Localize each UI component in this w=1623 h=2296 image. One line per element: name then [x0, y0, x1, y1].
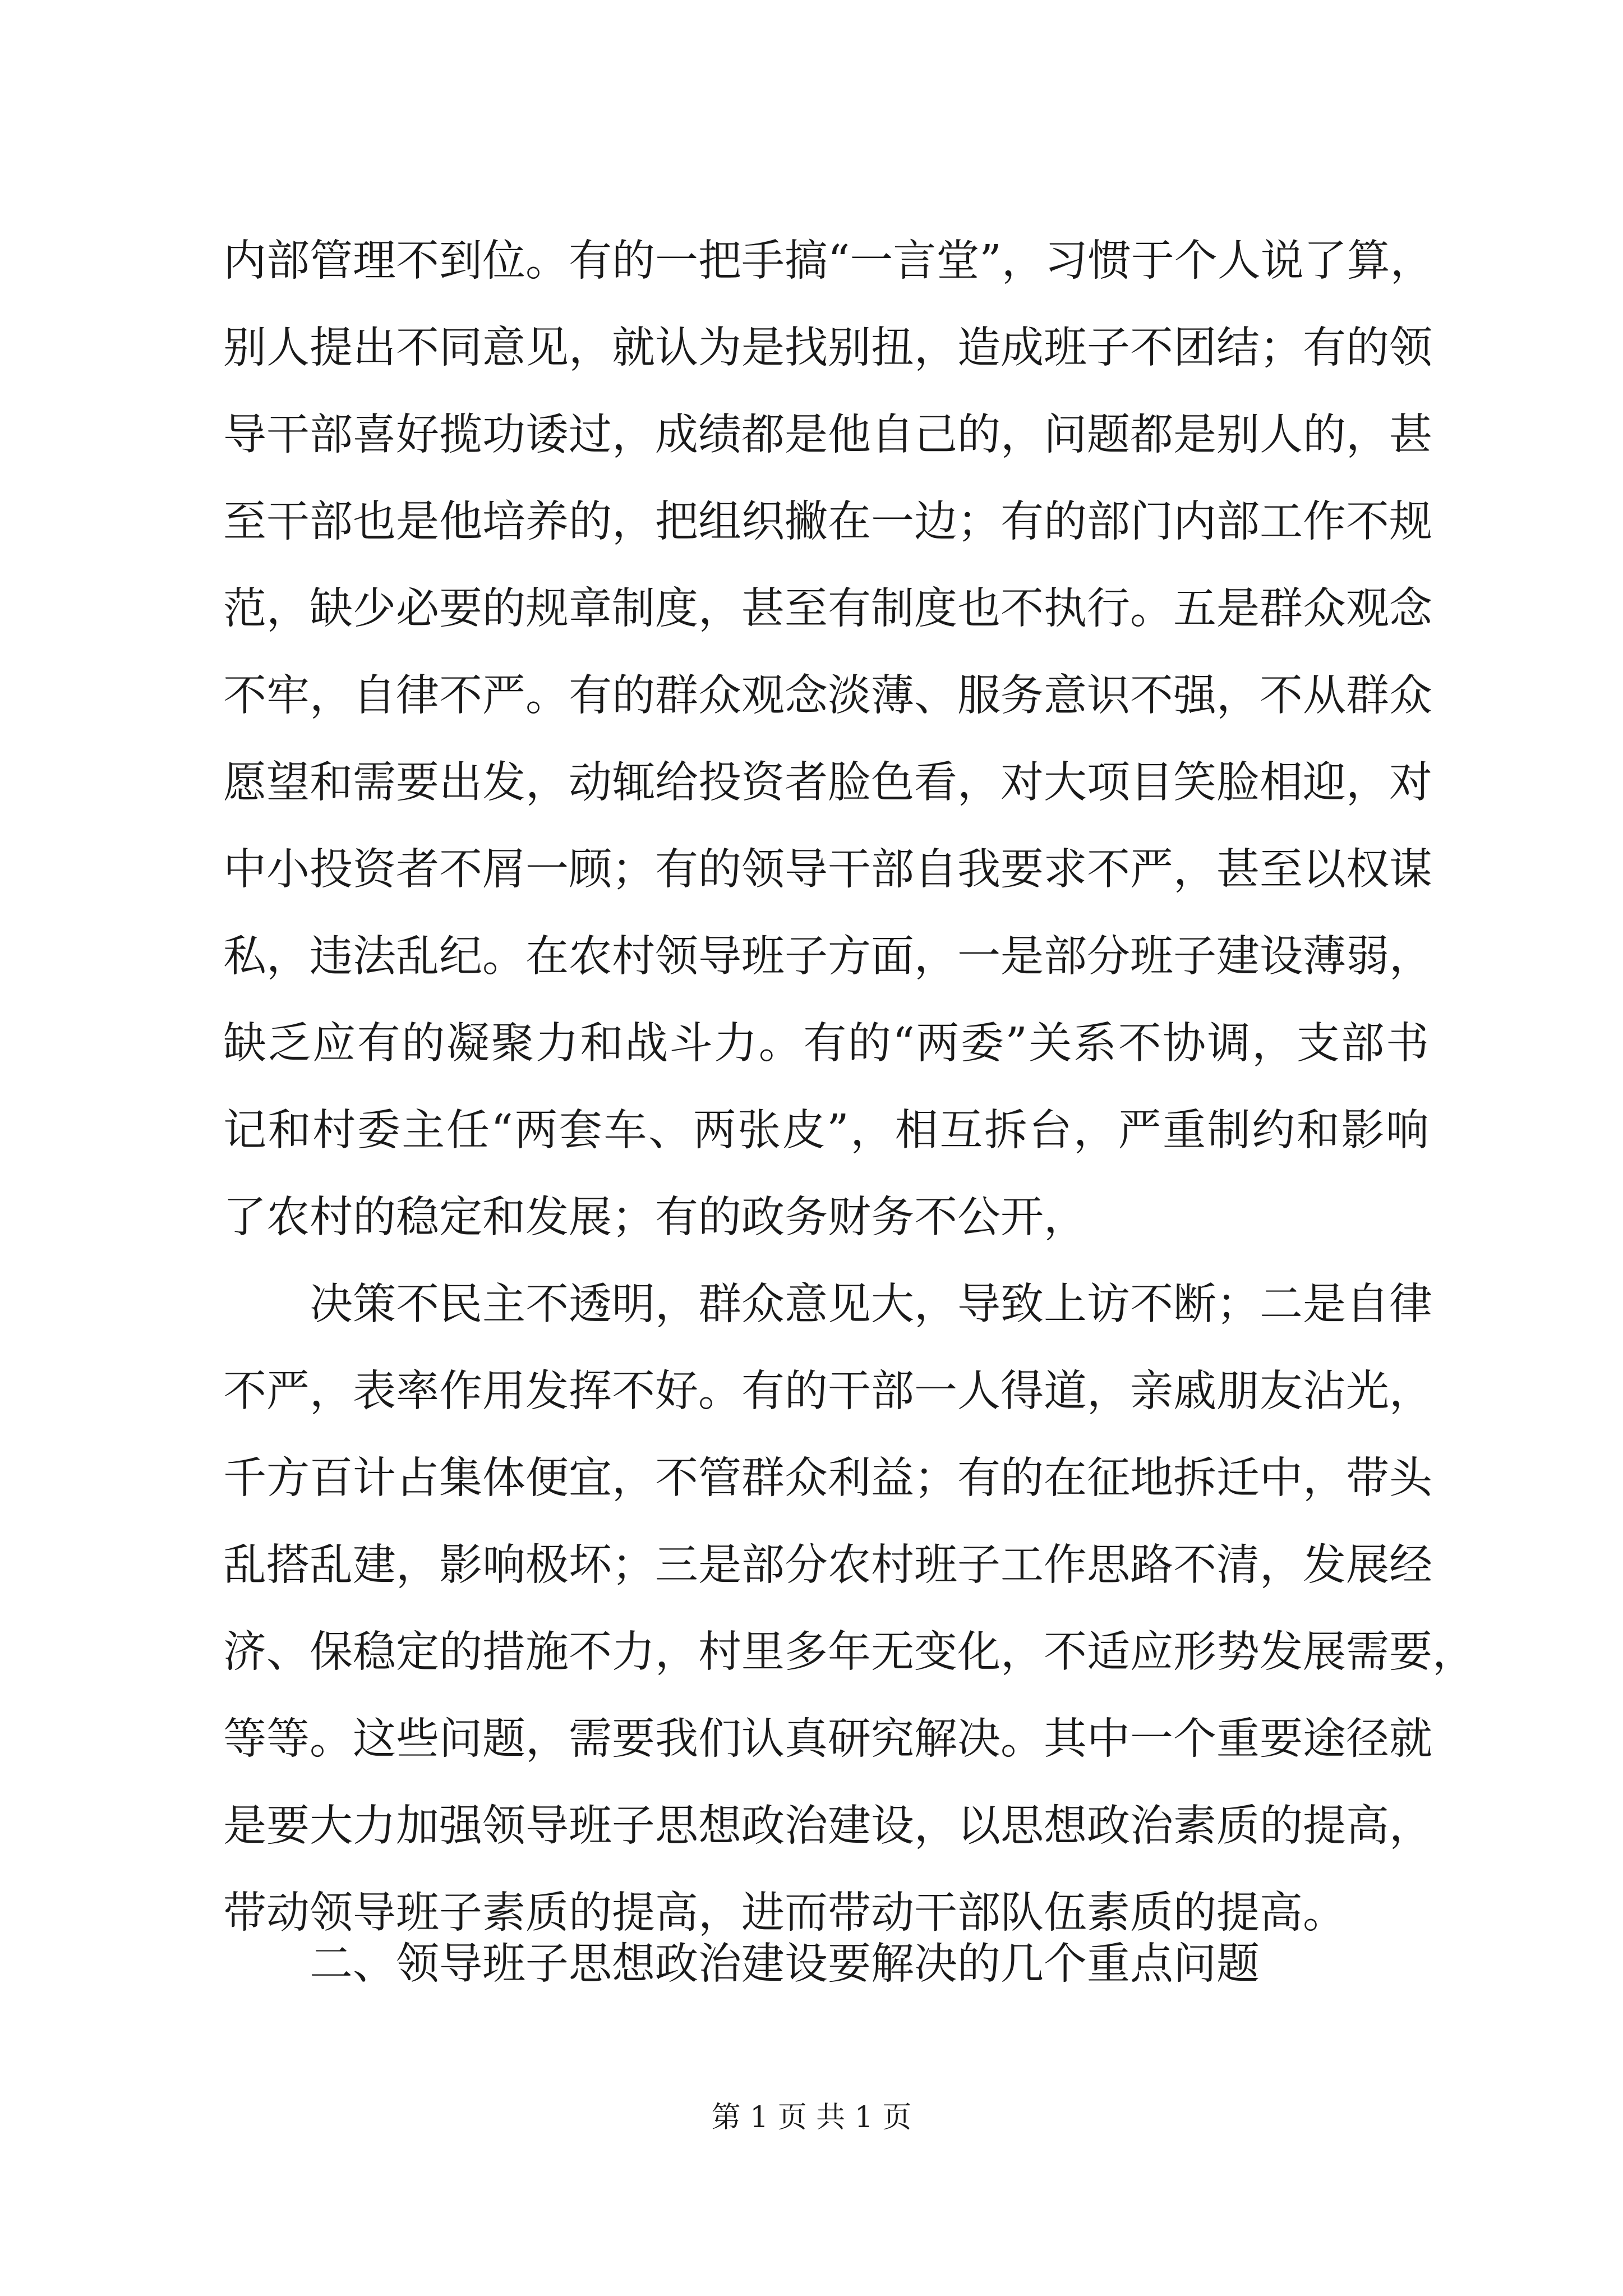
text-line: 缺乏应有的凝聚力和战斗力。有的“两委”关系不协调，支部书 [223, 1019, 1429, 1069]
text-line: 记和村委主任“两套车、两张皮”，相互拆台，严重制约和影响 [223, 1106, 1429, 1156]
text-line: 不牢，自律不严。有的群众观念淡薄、服务意识不强，不从群众 [223, 671, 1432, 721]
text-line: 中小投资者不屑一顾；有的领导干部自我要求不严，甚至以权谋 [223, 845, 1432, 895]
text-line: 是要大力加强领导班子思想政治建设，以思想政治素质的提高， [223, 1801, 1432, 1851]
page-number: 第 1 页 共 1 页 [711, 2101, 912, 2134]
section-heading: 二、领导班子思想政治建设要解决的几个重点问题 [310, 1939, 1260, 1989]
text-line: 不严，表率作用发挥不好。有的干部一人得道，亲戚朋友沾光， [223, 1366, 1432, 1416]
text-line: 私，违法乱纪。在农村领导班子方面，一是部分班子建设薄弱， [223, 932, 1432, 982]
text-line: 等等。这些问题，需要我们认真研究解决。其中一个重要途径就 [223, 1714, 1432, 1764]
text-line: 内部管理不到位。有的一把手搞“一言堂”，习惯于个人说了算， [223, 236, 1433, 286]
text-line: 愿望和需要出发，动辄给投资者脸色看，对大项目笑脸相迎，对 [223, 758, 1432, 808]
text-line: 了农村的稳定和发展；有的政务财务不公开， [223, 1193, 1087, 1243]
document-body [223, 218, 1476, 1957]
text-line: 导干部喜好揽功诿过，成绩都是他自己的，问题都是别人的，甚 [223, 410, 1432, 460]
text-line: 范，缺少必要的规章制度，甚至有制度也不执行。五是群众观念 [223, 584, 1432, 634]
text-line: 带动领导班子素质的提高，进而带动干部队伍素质的提高。 [223, 1888, 1346, 1938]
text-line: 千方百计占集体便宜，不管群众利益；有的在征地拆迁中，带头 [223, 1453, 1432, 1503]
text-line: 济、保稳定的措施不力，村里多年无变化，不适应形势发展需要， [223, 1627, 1476, 1677]
text-line: 乱搭乱建，影响极坏；三是部分农村班子工作思路不清，发展经 [223, 1540, 1432, 1590]
text-line: 决策不民主不透明，群众意见大，导致上访不断；二是自律 [310, 1280, 1432, 1329]
text-line: 别人提出不同意见，就认为是找别扭，造成班子不团结；有的领 [223, 323, 1432, 373]
text-line: 至干部也是他培养的，把组织撇在一边；有的部门内部工作不规 [223, 497, 1432, 547]
